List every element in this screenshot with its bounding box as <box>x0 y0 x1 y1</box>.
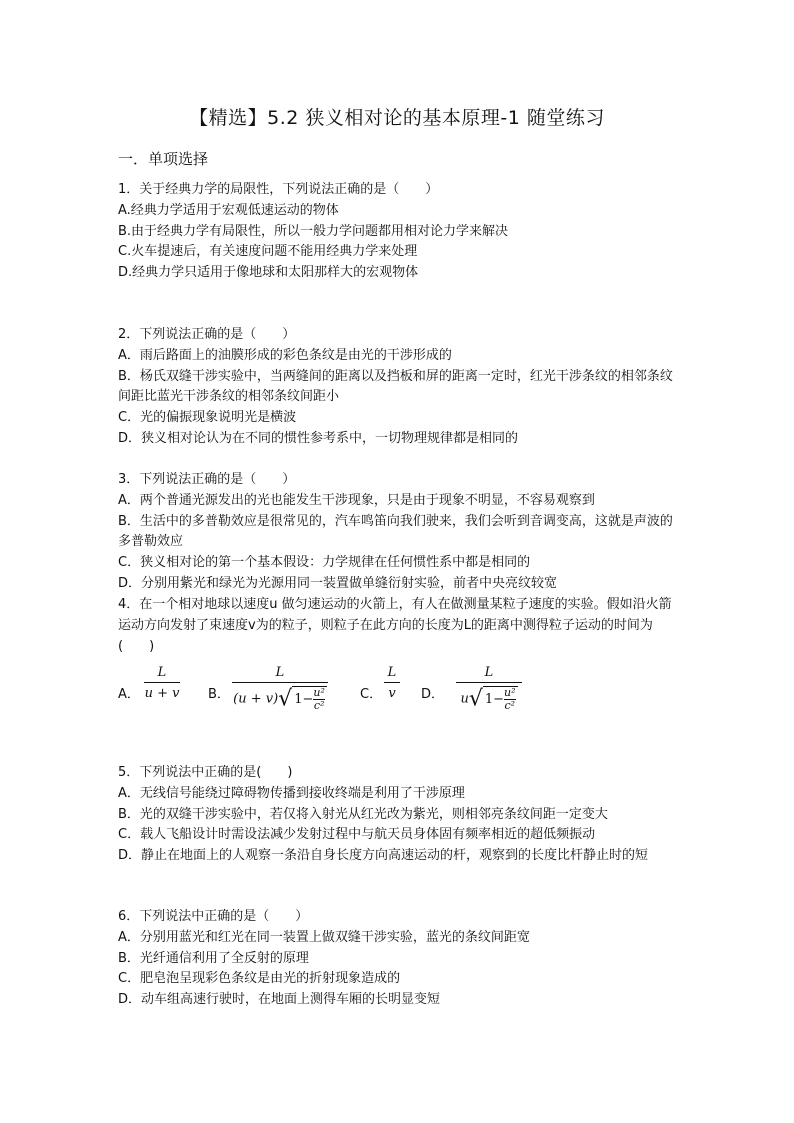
option-d: D．静止在地面上的人观察一条沿自身长度方向高速运动的杆，观察到的长度比杆静止时的短 <box>118 848 649 864</box>
denominator: u + v <box>144 682 180 701</box>
question-stem: 5．下列说法中正确的是( ) <box>118 765 293 780</box>
den-prefix: (u + v) <box>233 691 279 707</box>
option-c: C．狭义相对论的第一个基本假设：力学规律在任何惯性系中都是相同的 <box>118 555 531 571</box>
option-b-label: B． <box>208 687 230 702</box>
option-b: B．杨氏双缝干涉实验中，当两缝间的距离以及挡板和屏的距离一定时，红光干涉条纹的相邻条纹间距比蓝光干涉条纹的相邻条纹间距小 <box>118 368 673 405</box>
sqrt-icon: √ <box>278 686 293 712</box>
numerator: L <box>387 665 397 680</box>
option-c-label: C． <box>360 687 383 702</box>
denominator: v <box>384 682 400 701</box>
option-a: A．分别用蓝光和红光在同一装置上做双缝干涉实验，蓝光的条纹间距宽 <box>118 929 530 945</box>
numerator: L <box>484 665 494 680</box>
sqrt-body <box>292 686 327 712</box>
ratio-den: c² <box>504 699 516 712</box>
ratio-den: c² <box>313 699 325 712</box>
question-6 <box>118 907 678 1011</box>
option-c: C．肥皂泡呈现彩色条纹是由光的折射现象造成的 <box>118 971 401 987</box>
option-d: D．动车组高速行驶时，在地面上测得车厢的长明显变短 <box>118 992 441 1008</box>
ratio <box>313 687 325 712</box>
option-a-formula <box>144 665 180 701</box>
option-b: B.由于经典力学有局限性，所以一般力学问题都用相对论力学来解决 <box>118 223 509 239</box>
one-minus: 1− <box>294 692 314 707</box>
question-2 <box>118 325 678 450</box>
question-5 <box>118 763 678 867</box>
ratio-num: u² <box>313 686 325 699</box>
option-d-label: D． <box>421 687 445 702</box>
option-d: D．分别用紫光和绿光为光源用同一装置做单缝衍射实验，前者中央亮纹较宽 <box>118 575 558 591</box>
question-1 <box>118 180 678 284</box>
question-3 <box>118 470 678 595</box>
denominator <box>456 682 522 712</box>
option-a: A.经典力学适用于宏观低速运动的物体 <box>118 202 339 218</box>
option-c: C．光的偏振现象说明光是横波 <box>118 410 297 426</box>
ratio <box>504 687 516 712</box>
option-a-label: A． <box>118 687 140 702</box>
den-prefix: u <box>460 691 469 707</box>
question-stem: 3．下列说法正确的是（ ） <box>118 472 296 487</box>
option-b-formula <box>232 665 328 712</box>
option-d: D．狭义相对论认为在不同的惯性参考系中，一切物理规律都是相同的 <box>118 430 519 446</box>
question-stem: 4．在一个相对地球以速度u 做匀速运动的火箭上，有人在做测量某粒子速度的实验。假如沿火箭运动方向发射了束速度v为的粒子，则粒子在此方向的长度为L的距离中测得粒子运动的时间为( ) <box>118 597 672 654</box>
option-b: B．光的双缝干涉实验中，若仅将入射光从红光改为紫光，则相邻亮条纹间距一定变大 <box>118 806 608 822</box>
option-a: A．无线信号能绕过障碍物传播到接收终端是利用了干涉原理 <box>118 785 465 801</box>
option-c: C．载人飞船设计时需设法减少发射过程中与航天员身体固有频率相近的超低频振动 <box>118 827 596 843</box>
option-d: D.经典力学只适用于像地球和太阳那样大的宏观物体 <box>118 265 419 281</box>
option-d-formula <box>456 665 522 712</box>
question-stem: 6．下列说法中正确的是（ ） <box>118 909 309 924</box>
section-heading: 一．单项选择 <box>118 150 209 168</box>
option-b: B．光纤通信利用了全反射的原理 <box>118 950 309 966</box>
question-4-options <box>118 663 678 733</box>
denominator <box>232 682 328 712</box>
option-c: C.火车提速后，有关速度问题不能用经典力学来处理 <box>118 244 418 260</box>
sqrt-body <box>483 686 518 712</box>
question-4 <box>118 595 678 657</box>
numerator: L <box>275 665 285 680</box>
page-title: 【精选】5.2 狭义相对论的基本原理-1 随堂练习 <box>189 107 605 129</box>
ratio-num: u² <box>504 686 516 699</box>
question-stem: 2．下列说法正确的是（ ） <box>118 327 296 342</box>
option-a: A．两个普通光源发出的光也能发生干涉现象，只是由于现象不明显，不容易观察到 <box>118 492 595 508</box>
one-minus: 1− <box>484 692 505 707</box>
sqrt-icon: √ <box>468 686 483 712</box>
option-c-formula <box>384 665 400 701</box>
question-stem: 1．关于经典力学的局限性，下列说法正确的是（ ） <box>118 182 439 197</box>
option-a: A．雨后路面上的油膜形成的彩色条纹是由光的干涉形成的 <box>118 347 452 363</box>
numerator: L <box>157 665 167 680</box>
option-b: B．生活中的多普勒效应是很常见的，汽车鸣笛向我们驶来，我们会听到音调变高，这就是声波的多普勒效应 <box>118 513 673 550</box>
